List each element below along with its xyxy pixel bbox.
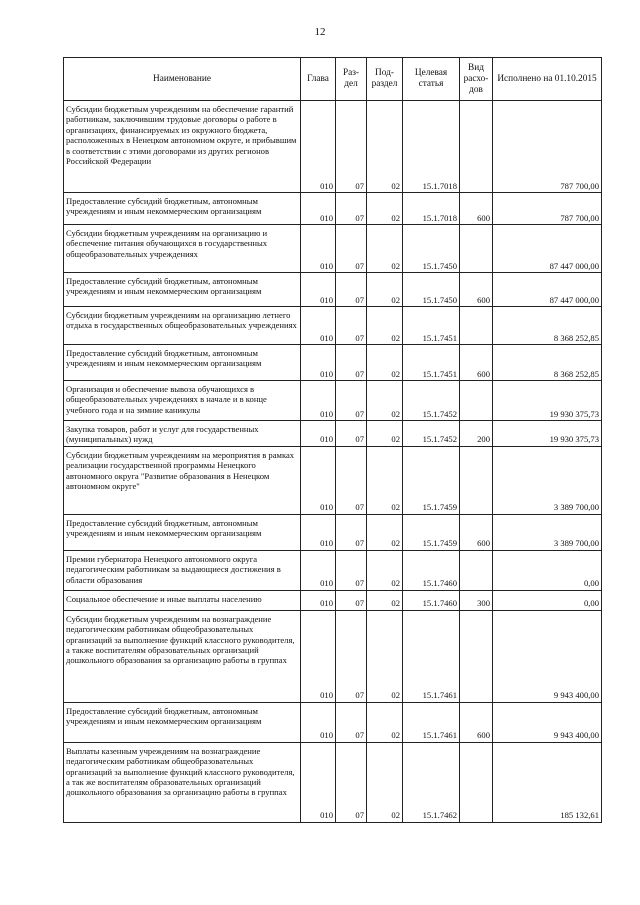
cell-amount: 787 700,00 — [493, 101, 602, 193]
table-row — [64, 514, 602, 550]
cell-target: 15.1.7461 — [403, 610, 460, 702]
cell-target: 15.1.7459 — [403, 514, 460, 550]
col-header-target: Целевая статья — [403, 58, 460, 101]
cell-razdel: 07 — [336, 446, 367, 514]
col-header-vid: Вид расхо-дов — [460, 58, 493, 101]
cell-target: 15.1.7460 — [403, 550, 460, 590]
cell-vid: 600 — [460, 514, 493, 550]
cell-amount: 0,00 — [493, 550, 602, 590]
cell-amount: 8 368 252,85 — [493, 345, 602, 381]
cell-glava: 010 — [301, 590, 336, 610]
cell-name: Организация и обеспечение вывоза обучающихся в общеобразовательных учреждениях в начале и в конце учебного года и на зимние каникулы — [64, 381, 301, 421]
cell-amount: 19 930 375,73 — [493, 381, 602, 421]
cell-podrazdel: 02 — [367, 101, 403, 193]
cell-glava: 010 — [301, 702, 336, 742]
cell-target: 15.1.7462 — [403, 742, 460, 822]
cell-amount: 19 930 375,73 — [493, 421, 602, 447]
cell-glava: 010 — [301, 446, 336, 514]
cell-vid: 600 — [460, 273, 493, 307]
cell-razdel: 07 — [336, 273, 367, 307]
cell-name: Субсидии бюджетным учреждениям на мероприятия в рамках реализации государственной программы Ненецкого автономного округа "Развитие образования в Ненецком автономном округе" — [64, 446, 301, 514]
cell-target: 15.1.7461 — [403, 702, 460, 742]
cell-podrazdel: 02 — [367, 381, 403, 421]
col-header-podrazdel: Под-раздел — [367, 58, 403, 101]
cell-vid — [460, 610, 493, 702]
cell-vid — [460, 550, 493, 590]
cell-razdel: 07 — [336, 590, 367, 610]
page-number: 12 — [314, 26, 326, 38]
cell-amount: 9 943 400,00 — [493, 702, 602, 742]
table-row — [64, 590, 602, 610]
cell-name: Социальное обеспечение и иные выплаты населению — [64, 590, 301, 610]
table-row — [64, 225, 602, 273]
cell-vid: 600 — [460, 702, 493, 742]
cell-amount: 787 700,00 — [493, 193, 602, 225]
cell-razdel: 07 — [336, 381, 367, 421]
cell-name: Субсидии бюджетным учреждениям на обеспечение гарантий работникам, заключившим трудовые договоры о работе в организациях, финансируемых из окружного бюджета, расположенных в Ненецком автономном округе, и прибывшим в соответствии с этими договорами из других регионов Российской Федерации — [64, 101, 301, 193]
cell-glava: 010 — [301, 193, 336, 225]
cell-name: Премии губернатора Ненецкого автономного округа педагогическим работникам за выдающиеся достижения в области образования — [64, 550, 301, 590]
cell-name: Предоставление субсидий бюджетным, автономным учреждениям и иным некоммерческим организациям — [64, 514, 301, 550]
cell-glava: 010 — [301, 550, 336, 590]
cell-podrazdel: 02 — [367, 273, 403, 307]
header-row — [64, 58, 602, 101]
table-row — [64, 307, 602, 345]
cell-glava: 010 — [301, 381, 336, 421]
table-row — [64, 421, 602, 447]
cell-target: 15.1.7450 — [403, 225, 460, 273]
cell-amount: 185 132,61 — [493, 742, 602, 822]
cell-vid: 300 — [460, 590, 493, 610]
cell-glava: 010 — [301, 514, 336, 550]
cell-glava: 010 — [301, 345, 336, 381]
cell-name: Предоставление субсидий бюджетным, автономным учреждениям и иным некоммерческим организациям — [64, 273, 301, 307]
cell-vid — [460, 307, 493, 345]
cell-podrazdel: 02 — [367, 514, 403, 550]
col-header-name: Наименование — [64, 58, 301, 101]
cell-name: Предоставление субсидий бюджетным, автономным учреждениям и иным некоммерческим организациям — [64, 193, 301, 225]
cell-glava: 010 — [301, 742, 336, 822]
table-row — [64, 345, 602, 381]
cell-podrazdel: 02 — [367, 446, 403, 514]
cell-amount: 3 389 700,00 — [493, 446, 602, 514]
cell-name: Предоставление субсидий бюджетным, автономным учреждениям и иным некоммерческим организациям — [64, 702, 301, 742]
cell-razdel: 07 — [336, 225, 367, 273]
cell-glava: 010 — [301, 610, 336, 702]
cell-glava: 010 — [301, 225, 336, 273]
cell-target: 15.1.7018 — [403, 193, 460, 225]
cell-name: Субсидии бюджетным учреждениям на организацию летнего отдыха в государственных общеобразовательных учреждениях — [64, 307, 301, 345]
cell-target: 15.1.7451 — [403, 345, 460, 381]
table-row — [64, 742, 602, 822]
cell-razdel: 07 — [336, 101, 367, 193]
table-row — [64, 446, 602, 514]
cell-target: 15.1.7452 — [403, 381, 460, 421]
cell-name: Предоставление субсидий бюджетным, автономным учреждениям и иным некоммерческим организациям — [64, 345, 301, 381]
cell-razdel: 07 — [336, 193, 367, 225]
cell-vid: 600 — [460, 193, 493, 225]
table-row — [64, 381, 602, 421]
cell-amount: 87 447 000,00 — [493, 273, 602, 307]
cell-razdel: 07 — [336, 550, 367, 590]
table-row — [64, 550, 602, 590]
table-row — [64, 273, 602, 307]
cell-vid — [460, 742, 493, 822]
cell-vid — [460, 446, 493, 514]
cell-razdel: 07 — [336, 742, 367, 822]
cell-glava: 010 — [301, 273, 336, 307]
table-row — [64, 101, 602, 193]
cell-name: Субсидии бюджетным учреждениям на вознаграждение педагогическим работникам общеобразовательных организаций за выполнение функций классного руководителя, а также воспитателям образовательных организаций дошкольного образования за организацию работы в группах — [64, 610, 301, 702]
cell-target: 15.1.7459 — [403, 446, 460, 514]
cell-podrazdel: 02 — [367, 421, 403, 447]
cell-glava: 010 — [301, 101, 336, 193]
cell-amount: 8 368 252,85 — [493, 307, 602, 345]
cell-vid — [460, 225, 493, 273]
cell-razdel: 07 — [336, 421, 367, 447]
table-row — [64, 193, 602, 225]
cell-target: 15.1.7018 — [403, 101, 460, 193]
cell-podrazdel: 02 — [367, 742, 403, 822]
cell-razdel: 07 — [336, 514, 367, 550]
cell-razdel: 07 — [336, 307, 367, 345]
table-row — [64, 702, 602, 742]
cell-podrazdel: 02 — [367, 225, 403, 273]
cell-vid — [460, 381, 493, 421]
col-header-glava: Глава — [301, 58, 336, 101]
cell-razdel: 07 — [336, 702, 367, 742]
cell-vid — [460, 101, 493, 193]
cell-target: 15.1.7460 — [403, 590, 460, 610]
cell-podrazdel: 02 — [367, 702, 403, 742]
col-header-razdel: Раз-дел — [336, 58, 367, 101]
cell-podrazdel: 02 — [367, 550, 403, 590]
cell-podrazdel: 02 — [367, 193, 403, 225]
cell-target: 15.1.7450 — [403, 273, 460, 307]
table-row — [64, 610, 602, 702]
cell-amount: 87 447 000,00 — [493, 225, 602, 273]
col-header-executed: Исполнено на 01.10.2015 — [493, 58, 602, 101]
cell-podrazdel: 02 — [367, 345, 403, 381]
budget-table — [63, 57, 602, 823]
cell-amount: 3 389 700,00 — [493, 514, 602, 550]
cell-glava: 010 — [301, 421, 336, 447]
cell-podrazdel: 02 — [367, 307, 403, 345]
cell-name: Субсидии бюджетным учреждениям на организацию и обеспечение питания обучающихся в государственных общеобразовательных учреждениях — [64, 225, 301, 273]
cell-podrazdel: 02 — [367, 590, 403, 610]
cell-vid: 600 — [460, 345, 493, 381]
cell-name: Выплаты казенным учреждениям на вознаграждение педагогическим работникам общеобразовательных организаций за выполнение функций классного руководителя, а так же воспитателям образовательных организаций дошкольного образования за организацию работы в группах — [64, 742, 301, 822]
cell-glava: 010 — [301, 307, 336, 345]
cell-amount: 0,00 — [493, 590, 602, 610]
cell-podrazdel: 02 — [367, 610, 403, 702]
cell-target: 15.1.7451 — [403, 307, 460, 345]
cell-razdel: 07 — [336, 610, 367, 702]
cell-amount: 9 943 400,00 — [493, 610, 602, 702]
cell-vid: 200 — [460, 421, 493, 447]
cell-razdel: 07 — [336, 345, 367, 381]
cell-target: 15.1.7452 — [403, 421, 460, 447]
cell-name: Закупка товаров, работ и услуг для государственных (муниципальных) нужд — [64, 421, 301, 447]
